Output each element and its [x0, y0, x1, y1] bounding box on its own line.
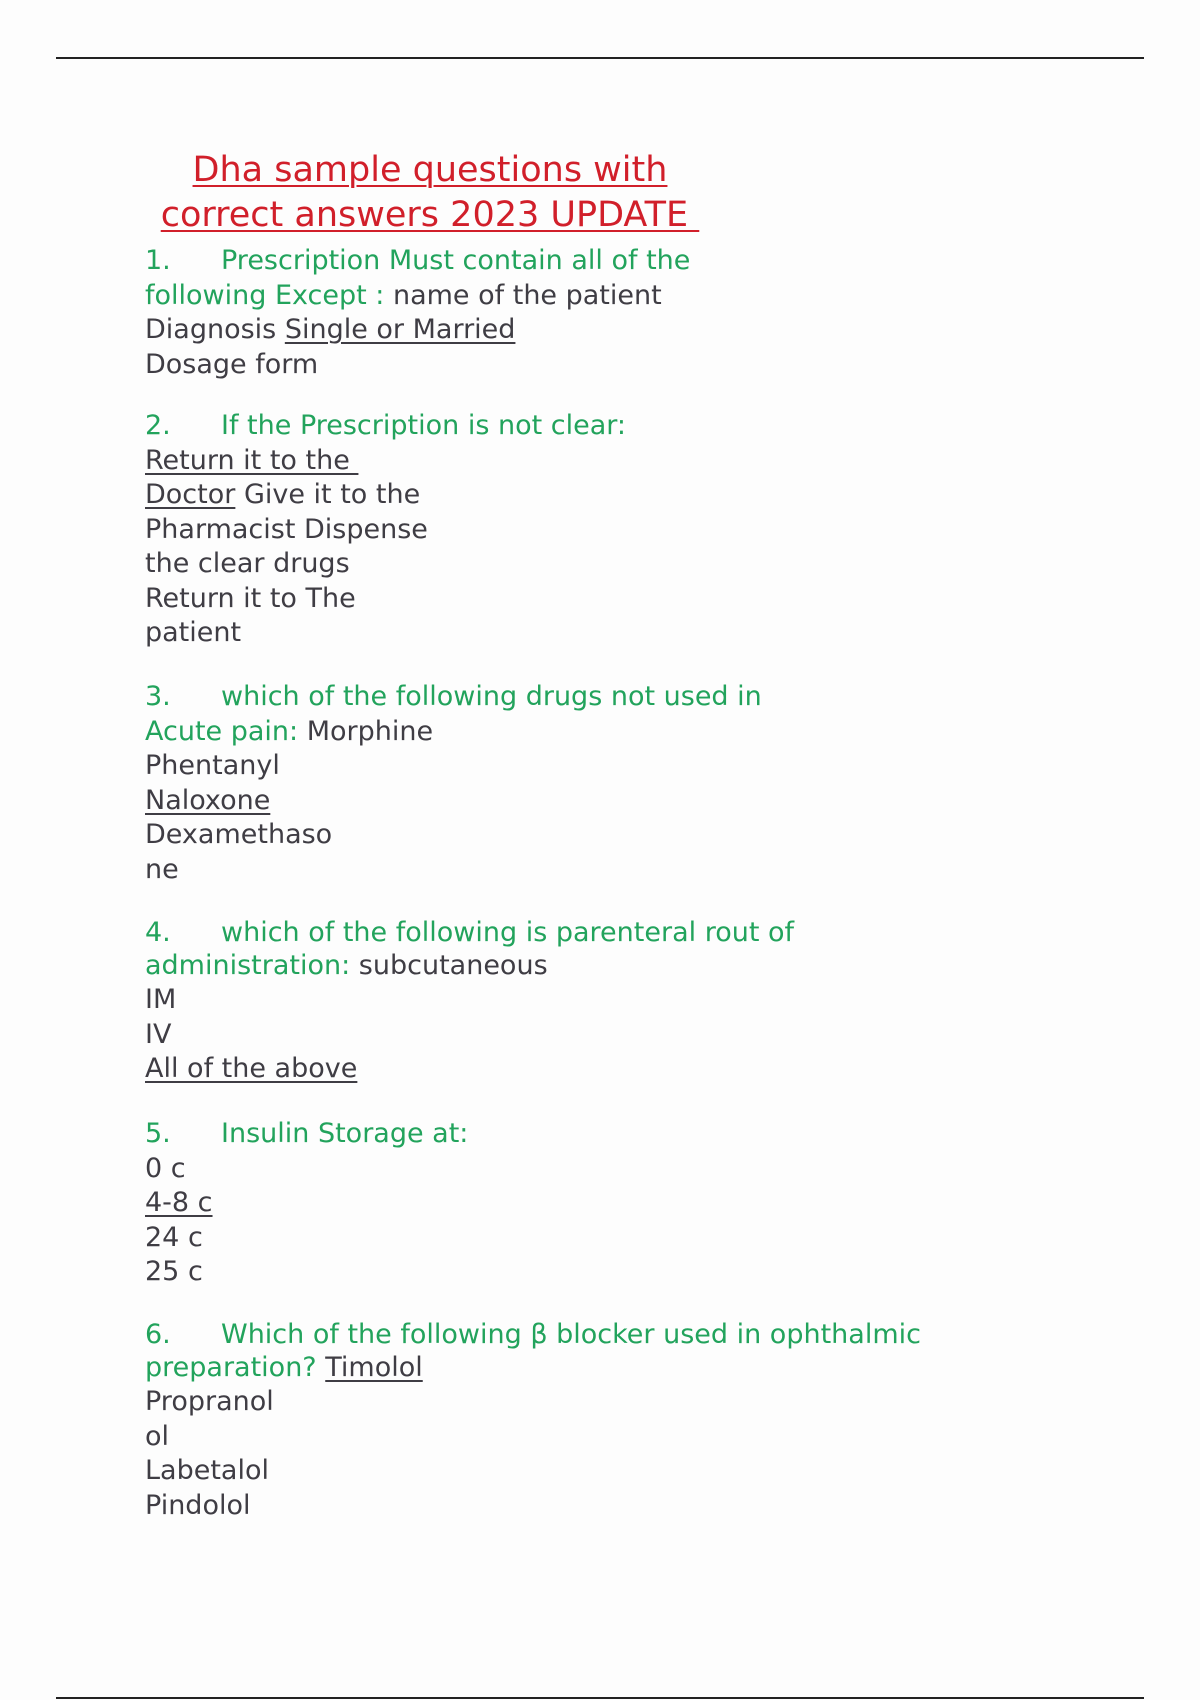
- page-title: [140, 148, 720, 238]
- question-3-number: 3.: [145, 681, 171, 712]
- question-3-option: Morphine: [298, 715, 434, 747]
- question-6-correct-answer: Timolol: [325, 1351, 423, 1383]
- bottom-rule: [56, 1697, 1144, 1699]
- question-6-option: ol: [145, 1420, 170, 1452]
- question-5-correct-answer: 4-8 c: [145, 1187, 213, 1218]
- question-5-prompt: 5. Insulin Storage at:: [145, 1117, 1045, 1152]
- question-2-number: 2.: [145, 410, 171, 441]
- question-2-option: Return it to The: [145, 582, 356, 614]
- question-1-prompt: 1. Prescription Must contain all of the: [145, 244, 1045, 279]
- question-1-correct-answer: Single or Married: [284, 314, 516, 345]
- title-line-1: Dha sample questions with: [192, 150, 668, 190]
- question-6-prompt-cont: preparation?: [145, 1351, 317, 1383]
- question-2-option: patient: [145, 617, 242, 648]
- question-6-number: 6.: [145, 1319, 171, 1350]
- title-line-2: correct answers 2023 UPDATE: [160, 195, 700, 235]
- question-6: [145, 1318, 1045, 1523]
- question-1-option: Diagnosis: [145, 314, 285, 345]
- question-3-option: Dexamethaso: [145, 819, 333, 850]
- question-1-option: Dosage form: [145, 348, 319, 380]
- question-2-option: Pharmacist Dispense: [145, 513, 428, 545]
- question-2: [145, 409, 1045, 651]
- question-4-prompt: 4. which of the following is parenteral rout of: [145, 916, 1045, 951]
- question-5-number: 5.: [145, 1118, 171, 1149]
- question-2-prompt: 2. If the Prescription is not clear:: [145, 409, 1045, 444]
- question-1-number: 1.: [145, 245, 171, 276]
- question-1-prompt-cont: following Except :: [145, 279, 385, 311]
- question-5-option: 24 c: [145, 1221, 203, 1253]
- question-3-option: ne: [145, 853, 179, 885]
- question-4-option: subcutaneous: [350, 949, 548, 981]
- question-4-correct-answer: All of the above: [145, 1053, 358, 1084]
- question-3: [145, 680, 1045, 887]
- question-2-option: the clear drugs: [145, 548, 350, 579]
- question-6-option: Labetalol: [145, 1455, 269, 1486]
- question-4: [145, 916, 1045, 1087]
- question-4-option: IV: [145, 1018, 172, 1050]
- question-2-correct-answer: Return it to the: [145, 444, 359, 476]
- question-2-option: Give it to the: [235, 479, 421, 510]
- question-1-option: name of the patient: [384, 279, 662, 311]
- question-6-option: Pindolol: [145, 1489, 251, 1521]
- question-4-prompt-cont: administration:: [145, 949, 351, 981]
- question-3-option: Phentanyl: [145, 750, 280, 781]
- question-6-prompt: 6. Which of the following β blocker used in ophthalmic: [145, 1318, 1045, 1353]
- question-2-correct-answer: Doctor: [145, 479, 236, 510]
- question-3-correct-answer: Naloxone: [145, 784, 271, 816]
- question-1: [145, 244, 1045, 382]
- top-rule: [56, 57, 1144, 59]
- question-3-prompt: 3. which of the following drugs not used in: [145, 680, 1045, 715]
- question-5: [145, 1117, 1045, 1290]
- question-5-option: 25 c: [145, 1256, 203, 1287]
- question-3-prompt-cont: Acute pain:: [145, 715, 299, 747]
- question-4-option: IM: [145, 984, 177, 1015]
- question-6-option: Propranol: [145, 1386, 274, 1417]
- question-4-number: 4.: [145, 917, 171, 948]
- question-5-option: 0 c: [145, 1152, 186, 1184]
